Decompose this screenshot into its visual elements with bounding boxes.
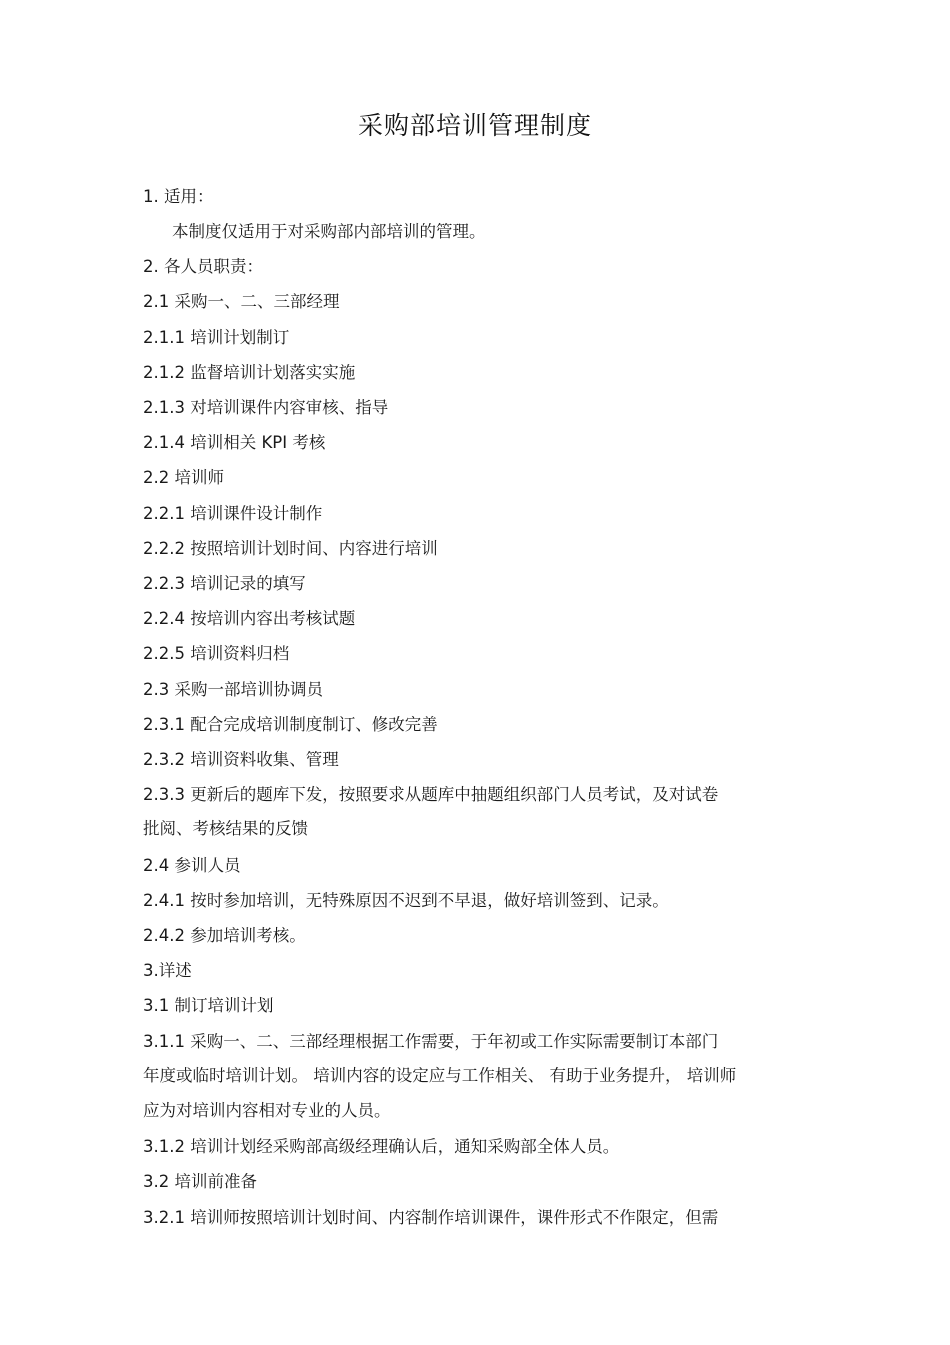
document-title: 采购部培训管理制度 bbox=[357, 111, 592, 140]
text-line: 2.2.2 按照培训计划时间、内容进行培训 bbox=[143, 539, 438, 558]
text-line: 2.1.4 培训相关 KPI 考核 bbox=[143, 433, 326, 452]
text-line: 3.2.1 培训师按照培训计划时间、内容制作培训课件，课件形式不作限定，但需 bbox=[143, 1208, 719, 1227]
text-line: 2.4.2 参加培训考核。 bbox=[143, 926, 306, 945]
text-line: 2. 各人员职责： bbox=[143, 257, 263, 276]
text-line: 2.2.4 按培训内容出考核试题 bbox=[143, 609, 356, 628]
text-line: 3.1.2 培训计划经采购部高级经理确认后，通知采购部全体人员。 bbox=[143, 1137, 620, 1156]
text-line: 3.2 培训前准备 bbox=[143, 1172, 257, 1191]
text-line: 2.3 采购一部培训协调员 bbox=[143, 680, 323, 699]
text-line: 2.3.1 配合完成培训制度制订、修改完善 bbox=[143, 715, 438, 734]
text-line: 2.2 培训师 bbox=[143, 468, 224, 487]
text-line: 2.2.1 培训课件设计制作 bbox=[143, 504, 323, 523]
text-line: 2.1.3 对培训课件内容审核、指导 bbox=[143, 398, 389, 417]
text-line: 3.详述 bbox=[143, 961, 192, 980]
text-line: 批阅、考核结果的反馈 bbox=[143, 819, 308, 838]
text-line: 1. 适用： bbox=[143, 187, 214, 206]
text-line: 2.1.1 培训计划制订 bbox=[143, 328, 290, 347]
text-line: 3.1 制订培训计划 bbox=[143, 996, 274, 1015]
text-line: 2.1 采购一、二、三部经理 bbox=[143, 292, 340, 311]
text-line: 年度或临时培训计划。 培训内容的设定应与工作相关、 有助于业务提升， 培训师 bbox=[143, 1066, 737, 1085]
text-line: 本制度仅适用于对采购部内部培训的管理。 bbox=[172, 222, 486, 241]
text-line: 2.3.2 培训资料收集、管理 bbox=[143, 750, 339, 769]
text-line: 3.1.1 采购一、二、三部经理根据工作需要，于年初或工作实际需要制订本部门 bbox=[143, 1032, 719, 1051]
text-line: 应为对培训内容相对专业的人员。 bbox=[143, 1101, 391, 1120]
text-line: 2.1.2 监督培训计划落实实施 bbox=[143, 363, 356, 382]
text-line: 2.2.5 培训资料归档 bbox=[143, 644, 290, 663]
text-line: 2.4.1 按时参加培训，无特殊原因不迟到不早退，做好培训签到、记录。 bbox=[143, 891, 669, 910]
text-line: 2.3.3 更新后的题库下发，按照要求从题库中抽题组织部门人员考试，及对试卷 bbox=[143, 785, 719, 804]
text-line: 2.2.3 培训记录的填写 bbox=[143, 574, 306, 593]
text-line: 2.4 参训人员 bbox=[143, 856, 241, 875]
